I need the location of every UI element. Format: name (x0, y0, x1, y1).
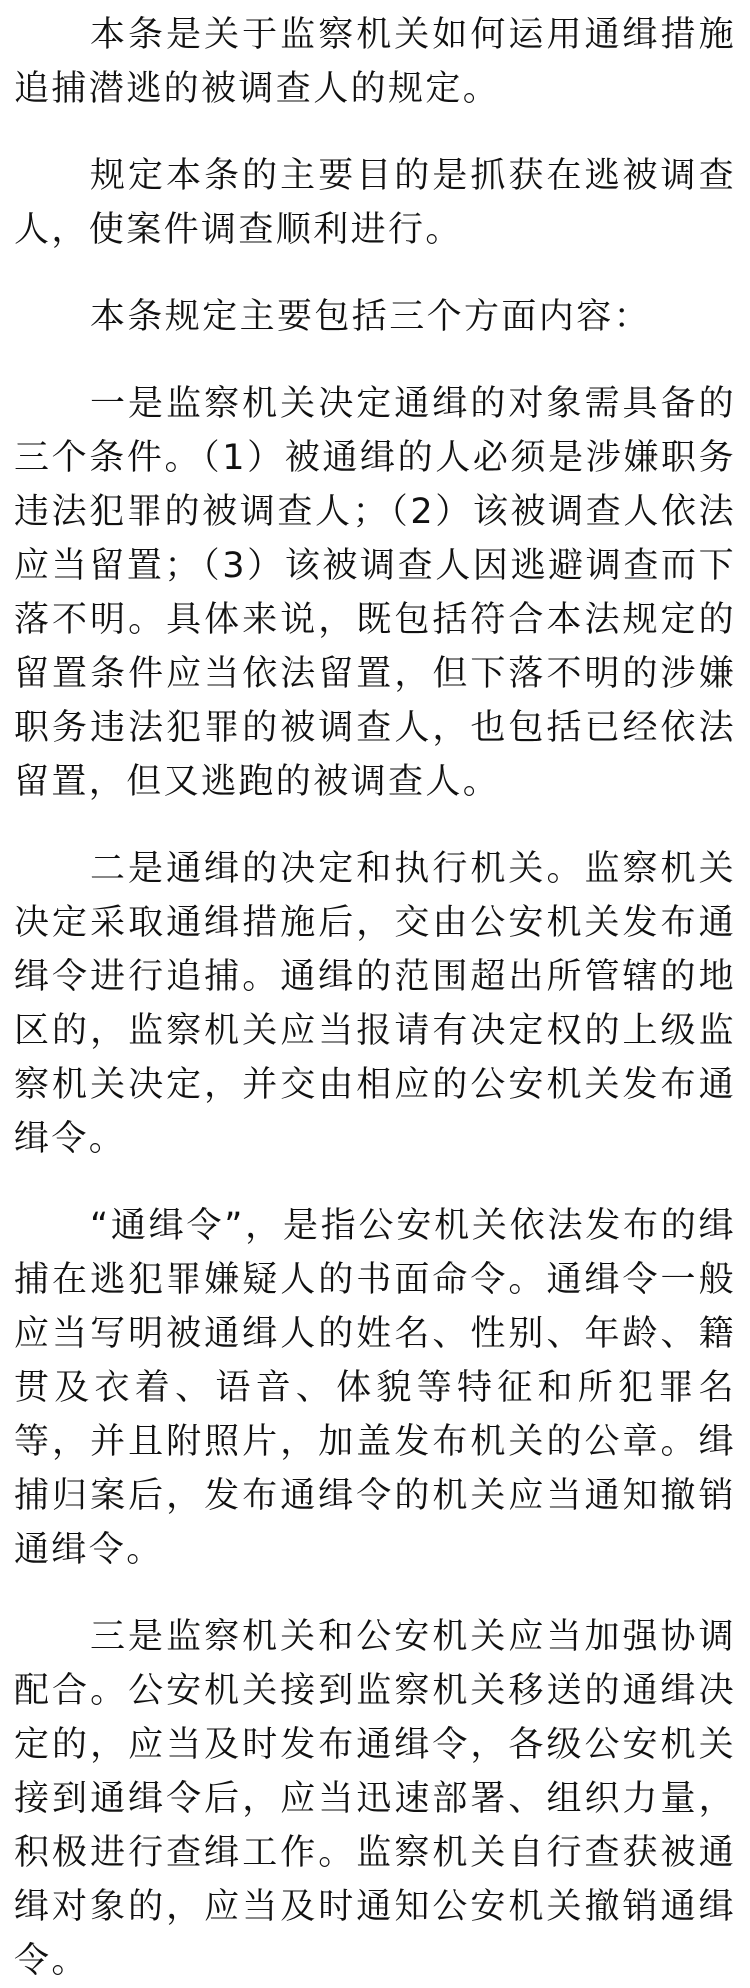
paragraph-purpose: 规定本条的主要目的是抓获在逃被调查人，使案件调查顺利进行。 (14, 156, 736, 250)
paragraph-overview: 本条规定主要包括三个方面内容： (90, 297, 652, 337)
paragraph-point-two: 二是通缉的决定和执行机关。监察机关决定采取通缉措施后，交由公安机关发布通缉令进行追捕。通缉的范围超出所管辖的地区的，监察机关应当报请有决定权的上级监察机关决定，并交由相应的公安机关发布通缉令。 (14, 849, 736, 1159)
paragraph-point-one: 一是监察机关决定通缉的对象需具备的三个条件。（1）被通缉的人必须是涉嫌职务违法犯罪的被调查人；（2）该被调查人依法应当留置；（3）该被调查人因逃避调查而下落不明。具体来说，既包括符合本法规定的留置条件应当依法留置，但下落不明的涉嫌职务违法犯罪的被调查人，也包括已经依法留置，但又逃跑的被调查人。 (14, 384, 736, 802)
paragraph-point-three: 三是监察机关和公安机关应当加强协调配合。公安机关接到监察机关移送的通缉决定的，应当及时发布通缉令，各级公安机关接到通缉令后，应当迅速部署、组织力量，积极进行查缉工作。监察机关自行查获被通缉对象的，应当及时通知公安机关撤销通缉令。 (14, 1617, 736, 1981)
paragraph-definition: “通缉令”，是指公安机关依法发布的缉捕在逃犯罪嫌疑人的书面命令。通缉令一般应当写明被通缉人的姓名、性别、年龄、籍贯及衣着、语音、体貌等特征和所犯罪名等，并且附照片，加盖发布机关的公章。缉捕归案后，发布通缉令的机关应当通知撤销通缉令。 (14, 1206, 736, 1570)
paragraph-intro: 本条是关于监察机关如何运用通缉措施追捕潜逃的被调查人的规定。 (14, 15, 736, 109)
